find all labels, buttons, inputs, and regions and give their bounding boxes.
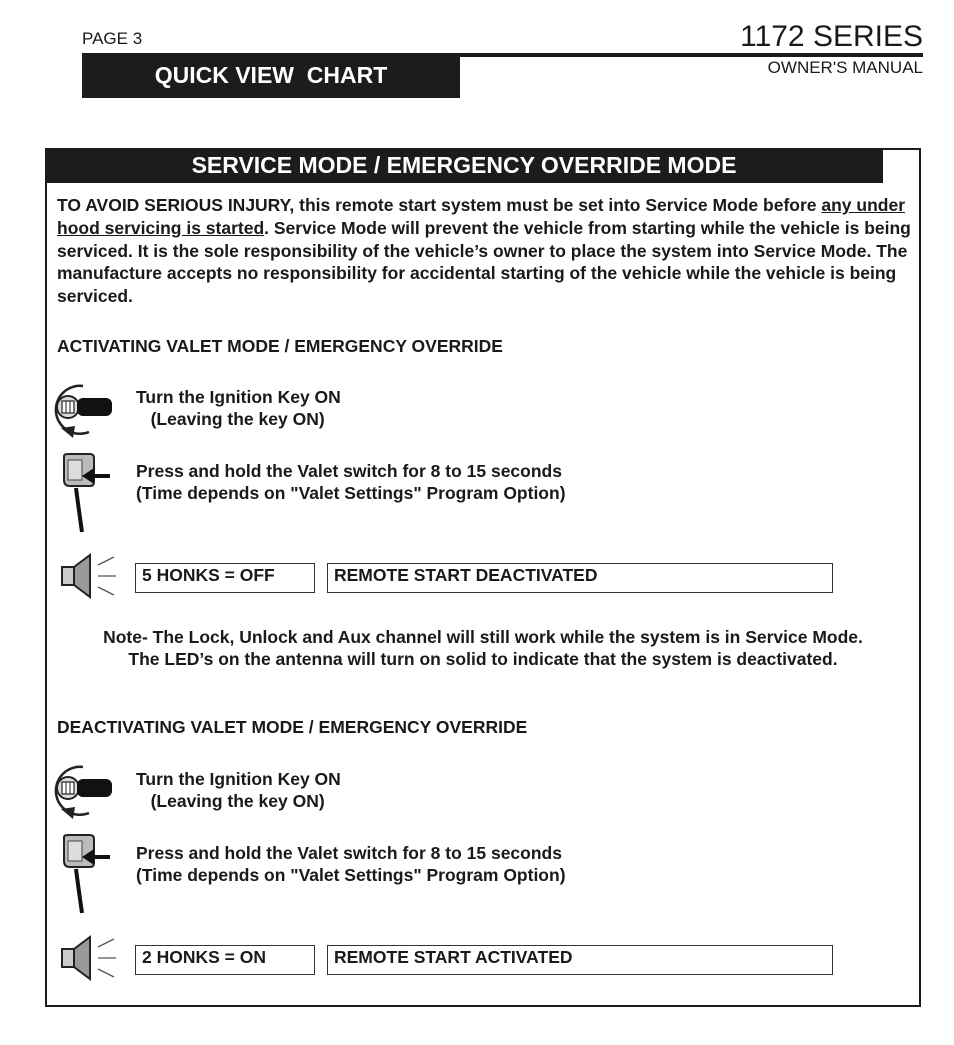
deactivating-step2 xyxy=(136,842,566,886)
deactivating-step1-line2: (Leaving the key ON) xyxy=(136,791,325,811)
horn-speaker-icon xyxy=(60,553,118,599)
activating-step1-line1: Turn the Ignition Key ON xyxy=(136,387,341,407)
warning-underlined: any under hood servicing is started xyxy=(57,195,906,238)
deactivating-step1 xyxy=(136,768,341,812)
activating-honks-box: 5 HONKS = OFF xyxy=(135,563,315,593)
note-line-2: The LED’s on the antenna will turn on solid to indicate that the system is deactivated. xyxy=(128,649,838,669)
deactivating-step2-line1: Press and hold the Valet switch for 8 to 15 seconds xyxy=(136,843,562,863)
ignition-key-icon xyxy=(53,382,115,440)
section-title: SERVICE MODE / EMERGENCY OVERRIDE MODE xyxy=(191,152,737,178)
quick-view-title: QUICK VIEW CHART xyxy=(154,62,388,88)
activating-step2-line2: (Time depends on "Valet Settings" Program Option) xyxy=(136,483,566,503)
activating-step1 xyxy=(136,386,341,430)
deactivating-result-box: REMOTE START ACTIVATED xyxy=(327,945,833,975)
ignition-key-icon xyxy=(53,763,115,821)
warning-paragraph xyxy=(57,194,917,308)
deactivating-step1-line1: Turn the Ignition Key ON xyxy=(136,769,341,789)
series-title: 1172 SERIES xyxy=(740,20,923,53)
deactivating-honks-box: 2 HONKS = ON xyxy=(135,945,315,975)
manual-subtitle: OWNER'S MANUAL xyxy=(767,58,923,77)
page-number: PAGE 3 xyxy=(82,29,143,48)
deactivating-step2-line2: (Time depends on "Valet Settings" Program Option) xyxy=(136,865,566,885)
activating-step2 xyxy=(136,460,566,504)
valet-switch-icon xyxy=(60,833,112,917)
section-title-bar xyxy=(45,148,883,183)
warning-text-1: TO AVOID SERIOUS INJURY, this remote start system must be set into Service Mode before xyxy=(57,195,822,215)
activating-step1-line2: (Leaving the key ON) xyxy=(136,409,325,429)
quick-view-chart-banner xyxy=(82,53,460,98)
valet-switch-icon xyxy=(60,452,112,536)
activating-step2-line1: Press and hold the Valet switch for 8 to 15 seconds xyxy=(136,461,562,481)
note-line-1: Note- The Lock, Unlock and Aux channel will still work while the system is in Service Mode. xyxy=(103,627,863,647)
warning-text-2: . Service Mode will prevent the vehicle from starting while the vehicle is being serviced. It is the sole responsibility of the vehicle’s owner to place the system into Service Mode. The manufacture accepts no responsibility for accidental starting of the vehicle while the vehicle is being serviced. xyxy=(57,217,911,307)
activating-result-box: REMOTE START DEACTIVATED xyxy=(327,563,833,593)
horn-speaker-icon xyxy=(60,935,118,981)
header-rule xyxy=(460,53,923,57)
activating-heading: ACTIVATING VALET MODE / EMERGENCY OVERRIDE xyxy=(57,336,503,356)
deactivating-heading: DEACTIVATING VALET MODE / EMERGENCY OVERRIDE xyxy=(57,717,528,737)
